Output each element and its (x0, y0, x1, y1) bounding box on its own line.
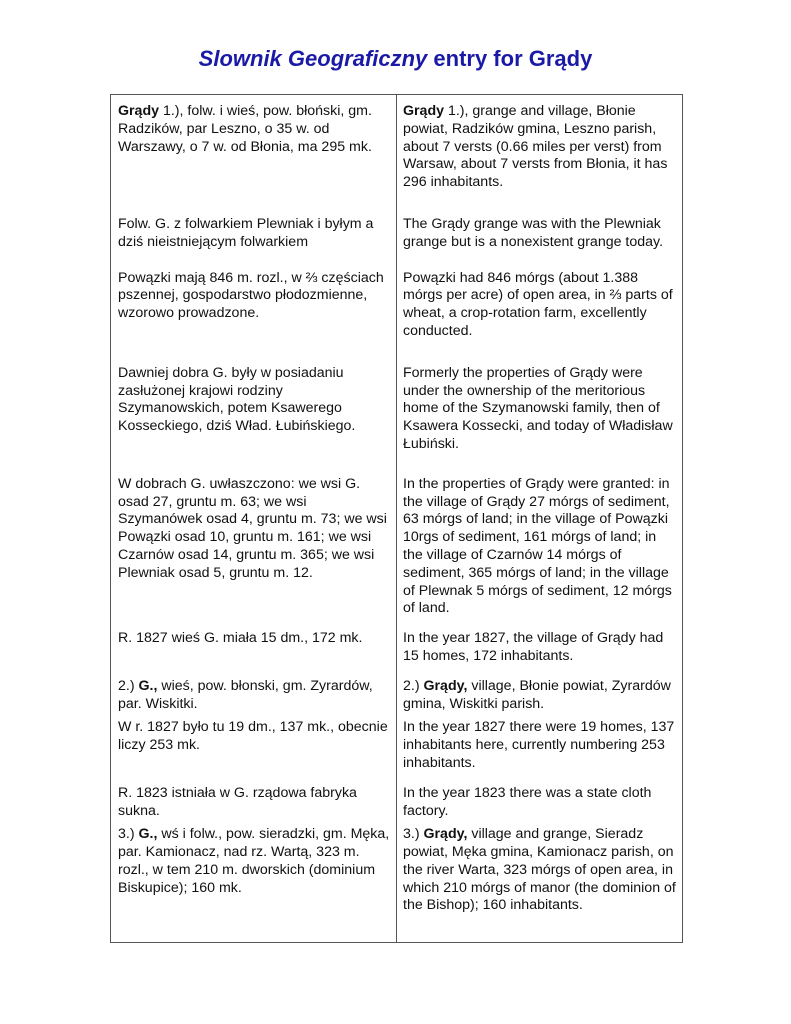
entry-text: R. 1823 istniała w G. rządowa fabryka sukna. (118, 784, 357, 819)
english-text-cell (397, 202, 683, 256)
table-row (111, 666, 683, 714)
polish-text-cell (111, 820, 397, 915)
entry-text: Formerly the properties of Grądy were under the ownership of the meritorious home of the Szymanowski family, then of Ksawera Kossecki, and today of Władisław Łubiński. (403, 364, 673, 452)
table-filler-row (111, 915, 683, 942)
empty-cell (397, 915, 683, 942)
english-text-cell (397, 256, 683, 351)
entry-text: In the year 1827 there were 19 homes, 137 inhabitants here, currently numbering 253 inhabitants. (403, 719, 675, 771)
entry-text: 1.), folw. i wieś, pow. błoński, gm. Radzików, par Leszno, o 35 w. od Warszawy, o 7 w. od Błonia, ma 295 mk. (118, 103, 372, 155)
entry-text: village, Błonie powiat, Zyrardów gmina, Wiskitki parish. (403, 677, 671, 712)
polish-text-cell (111, 713, 397, 772)
table-row (111, 820, 683, 915)
title-italic: Slownik Geograficzny (198, 46, 428, 71)
polish-text-cell (111, 666, 397, 714)
entry-text: village and grange, Sieradz powiat, Męka gmina, Kamionacz parish, on the river Warta, 323 mórgs of open area, in which 210 mórgs of manor (the dominion of the Bishop); 160 inhabitants. (403, 826, 676, 914)
empty-cell (111, 915, 397, 942)
polish-text-cell (111, 202, 397, 256)
entry-number: 3.) (403, 826, 424, 843)
english-text-cell (397, 618, 683, 666)
polish-text-cell (111, 351, 397, 462)
entry-table (110, 94, 683, 943)
polish-text-cell (111, 618, 397, 666)
page-title (0, 46, 791, 72)
table-row (111, 773, 683, 821)
entry-number: 3.) (118, 826, 139, 843)
table-row (111, 202, 683, 256)
polish-text-cell (111, 95, 397, 202)
english-text-cell (397, 773, 683, 821)
polish-text-cell (111, 256, 397, 351)
entry-text: In the properties of Grądy were granted: in the village of Grądy 27 mórgs of sediment, 63 mórgs of land; in the village of Powązki 10rgs of sediment, 161 mórgs of land; in the village of Czarnów 14 mórgs of sediment, 365 mórgs of land; in the village of Plewnak 5 mórgs of sediment, 12 mórgs of land. (403, 475, 672, 617)
entry-text: Powązki mają 846 m. rozl., w ⅔ częściach pszennej, gospodarstwo płodozmienne, wzorowo prowadzone. (118, 269, 384, 322)
entry-text: The Grądy grange was with the Plewniak grange but is a nonexistent grange today. (403, 215, 664, 250)
entry-text: Dawniej dobra G. były w posiadaniu zasłużonej krajowi rodziny Szymanowskich, potem Ksawerego Kosseckiego, dziś Wład. Łubińskiego. (118, 364, 356, 435)
table-row (111, 256, 683, 351)
entry-text: 1.), grange and village, Błonie powiat, Radzików gmina, Leszno parish, about 7 versts (0.66 miles per verst) from Warsaw, about 7 versts from Błonia, it has 296 inhabitants. (403, 103, 668, 191)
entry-headword: G., (138, 826, 158, 843)
english-text-cell (397, 713, 683, 772)
table-row (111, 618, 683, 666)
table-row (111, 462, 683, 618)
entry-text: In the year 1823 there was a state cloth factory. (403, 784, 652, 819)
entry-headword: Grądy, (423, 826, 468, 843)
polish-text-cell (111, 773, 397, 821)
entry-text: W r. 1827 było tu 19 dm., 137 mk., obecnie liczy 253 mk. (118, 719, 388, 754)
entry-text: R. 1827 wieś G. miała 15 dm., 172 mk. (118, 630, 363, 647)
table-row (111, 351, 683, 462)
entry-text: Powązki had 846 mórgs (about 1.388 mórgs per acre) of open area, in ⅔ parts of wheat, a crop-rotation farm, excellently conducted. (403, 269, 673, 339)
table-row (111, 713, 683, 772)
title-rest: entry for Grądy (427, 46, 593, 71)
entry-number: 2.) (118, 677, 139, 694)
english-text-cell (397, 95, 683, 202)
english-text-cell (397, 351, 683, 462)
entry-headword: Grądy (403, 103, 445, 119)
entry-table-body (111, 95, 683, 943)
entry-text: In the year 1827, the village of Grądy had 15 homes, 172 inhabitants. (403, 630, 664, 664)
entry-text: wś i folw., pow. sieradzki, gm. Męka, par. Kamionacz, nad rz. Wartą, 323 m. rozl., w tem 210 m. dworskich (dominium Biskupice); 160 mk. (118, 826, 390, 896)
table-row (111, 95, 683, 202)
entry-text: Folw. G. z folwarkiem Plewniak i byłym a dziś nieistniejącym folwarkiem (118, 215, 374, 250)
polish-text-cell (111, 462, 397, 618)
entry-headword: Grądy, (423, 677, 468, 694)
english-text-cell (397, 462, 683, 618)
entry-headword: Grądy (118, 103, 160, 119)
english-text-cell (397, 666, 683, 714)
english-text-cell (397, 820, 683, 915)
entry-number: 2.) (403, 677, 424, 694)
entry-text: wieś, pow. błonski, gm. Zyrardów, par. Wiskitki. (118, 677, 373, 712)
entry-text: W dobrach G. uwłaszczono: we wsi G. osad 27, gruntu m. 63; we wsi Szymanówek osad 4, gruntu m. 73; we wsi Powązki osad 10, gruntu m. 161; we wsi Czarnów osad 14, gruntu m. 365; we wsi Plewniak osad 5, gruntu m. 12. (118, 475, 387, 581)
entry-headword: G., (138, 677, 158, 694)
